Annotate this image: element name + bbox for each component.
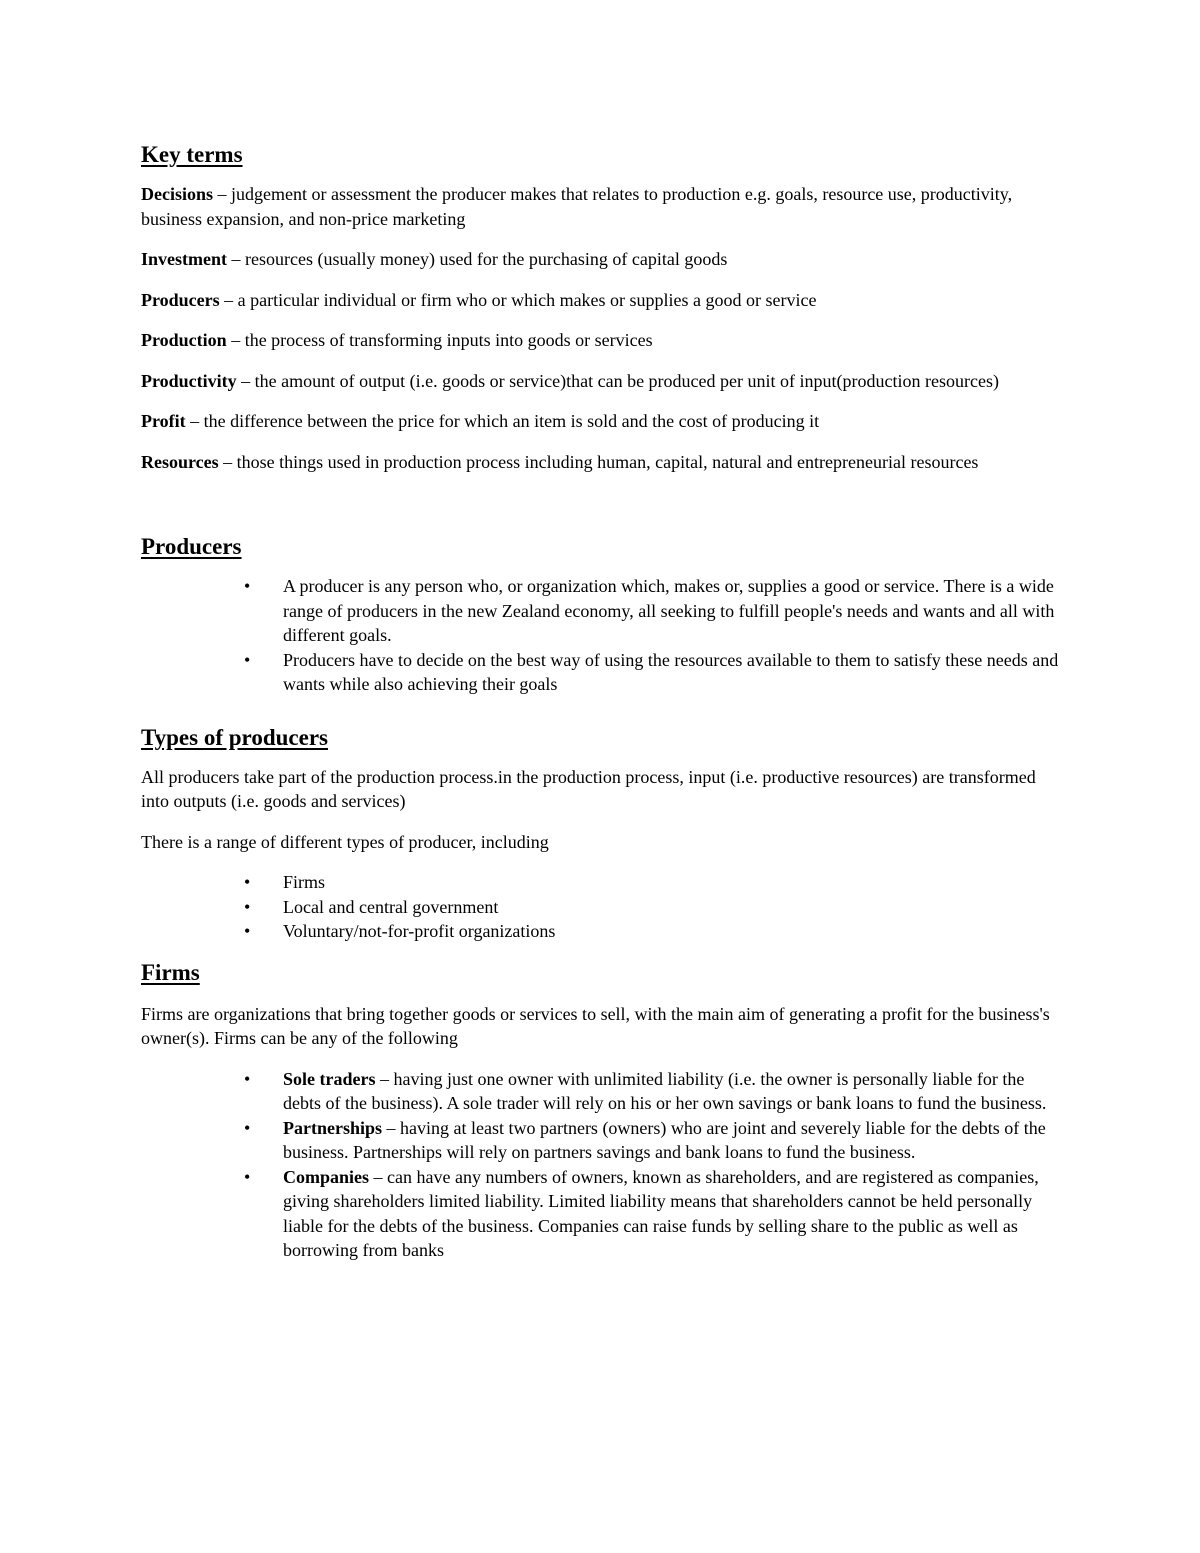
term-definition: the process of transforming inputs into goods or services [244, 330, 653, 350]
types-of-producers-heading: Types of producers [141, 724, 328, 750]
term-label: Investment [141, 249, 227, 269]
list-item: • Producers have to decide on the best way of using the resources available to them to satisfy these needs and wants while also achieving their goals [141, 648, 1066, 697]
list-item: • Local and central government [141, 895, 1066, 920]
paragraph: Firms are organizations that bring together goods or services to sell, with the main aim of generating a profit for the business's owner(s). Firms can be any of the following [141, 1003, 1050, 1048]
term-producers [141, 288, 1066, 313]
term-label: Production [141, 330, 227, 350]
paragraph: All producers take part of the production process.in the production process, input (i.e. productive resources) are transformed into outputs (i.e. goods and services) [141, 766, 1036, 811]
term-resources [141, 450, 1066, 475]
term-decisions [141, 182, 1066, 231]
term-label: Profit [141, 411, 186, 431]
term-label: Producers [141, 289, 220, 310]
term-definition: resources (usually money) used for the purchasing of capital goods [245, 249, 728, 269]
firms-heading: Firms [141, 959, 200, 985]
term-separator: – [236, 370, 255, 391]
term-definition: the difference between the price for which an item is sold and the cost of producing it [203, 411, 820, 431]
list-item-partnerships [141, 1116, 1066, 1165]
producers-heading: Producers [141, 534, 242, 559]
term-label: Partnerships [283, 1117, 382, 1138]
firm-types-list [141, 1067, 1066, 1263]
list-item: • Firms [141, 870, 1066, 895]
producers-bullet-list [141, 574, 1066, 697]
term-separator: – [382, 1117, 400, 1138]
term-label: Sole traders [283, 1068, 376, 1089]
term-definition: judgement or assessment the producer makes that relates to production e.g. goals, resource use, productivity, business expansion, and non-price marketing [141, 184, 1013, 229]
term-separator: – [369, 1166, 388, 1187]
term-separator: – [375, 1068, 394, 1089]
term-definition: the amount of output (i.e. goods or service)that can be produced per unit of input(production resources) [254, 370, 999, 391]
term-separator: – [226, 330, 245, 350]
paragraph: There is a range of different types of producer, including [141, 831, 549, 852]
term-label: Productivity [141, 370, 237, 391]
list-item: • A producer is any person who, or organization which, makes or, supplies a good or service. There is a wide range of producers in the new Zealand economy, all seeking to fulfill people's needs and wants and all with different goals. [141, 574, 1066, 648]
term-productivity [141, 369, 1066, 394]
key-terms-heading: Key terms [141, 142, 243, 167]
term-profit [141, 409, 1066, 434]
term-investment [141, 247, 1066, 272]
term-separator: – [218, 451, 237, 472]
term-separator: – [227, 249, 245, 269]
list-item: • Voluntary/not-for-profit organizations [141, 919, 1066, 944]
term-definition: can have any numbers of owners, known as shareholders, and are registered as companies, giving shareholders limited liability. Limited liability means that shareholders cannot be held personally liable for the debts of the business. Companies can raise funds by selling share to the public as well as borrowing from banks [283, 1166, 1039, 1260]
term-label: Decisions [141, 184, 213, 204]
term-separator: – [213, 184, 231, 204]
term-definition: those things used in production process including human, capital, natural and entrepreneurial resources [236, 451, 979, 472]
producer-types-list [141, 870, 1066, 944]
term-separator: – [185, 411, 204, 431]
document-page [141, 140, 1066, 1263]
term-production [141, 328, 1066, 353]
term-label: Companies [283, 1166, 370, 1187]
term-label: Resources [141, 451, 219, 472]
term-definition: having at least two partners (owners) who are joint and severely liable for the debts of the business. Partnerships will rely on partners savings and bank loans to fund the business. [283, 1117, 1046, 1162]
list-item-sole-traders [141, 1067, 1066, 1116]
term-definition: a particular individual or firm who or which makes or supplies a good or service [237, 289, 817, 310]
term-definition: having just one owner with unlimited liability (i.e. the owner is personally liable for the debts of the business). A sole trader will rely on his or her own savings or bank loans to fund the business. [283, 1068, 1047, 1113]
list-item-companies [141, 1165, 1066, 1263]
term-separator: – [219, 289, 238, 310]
